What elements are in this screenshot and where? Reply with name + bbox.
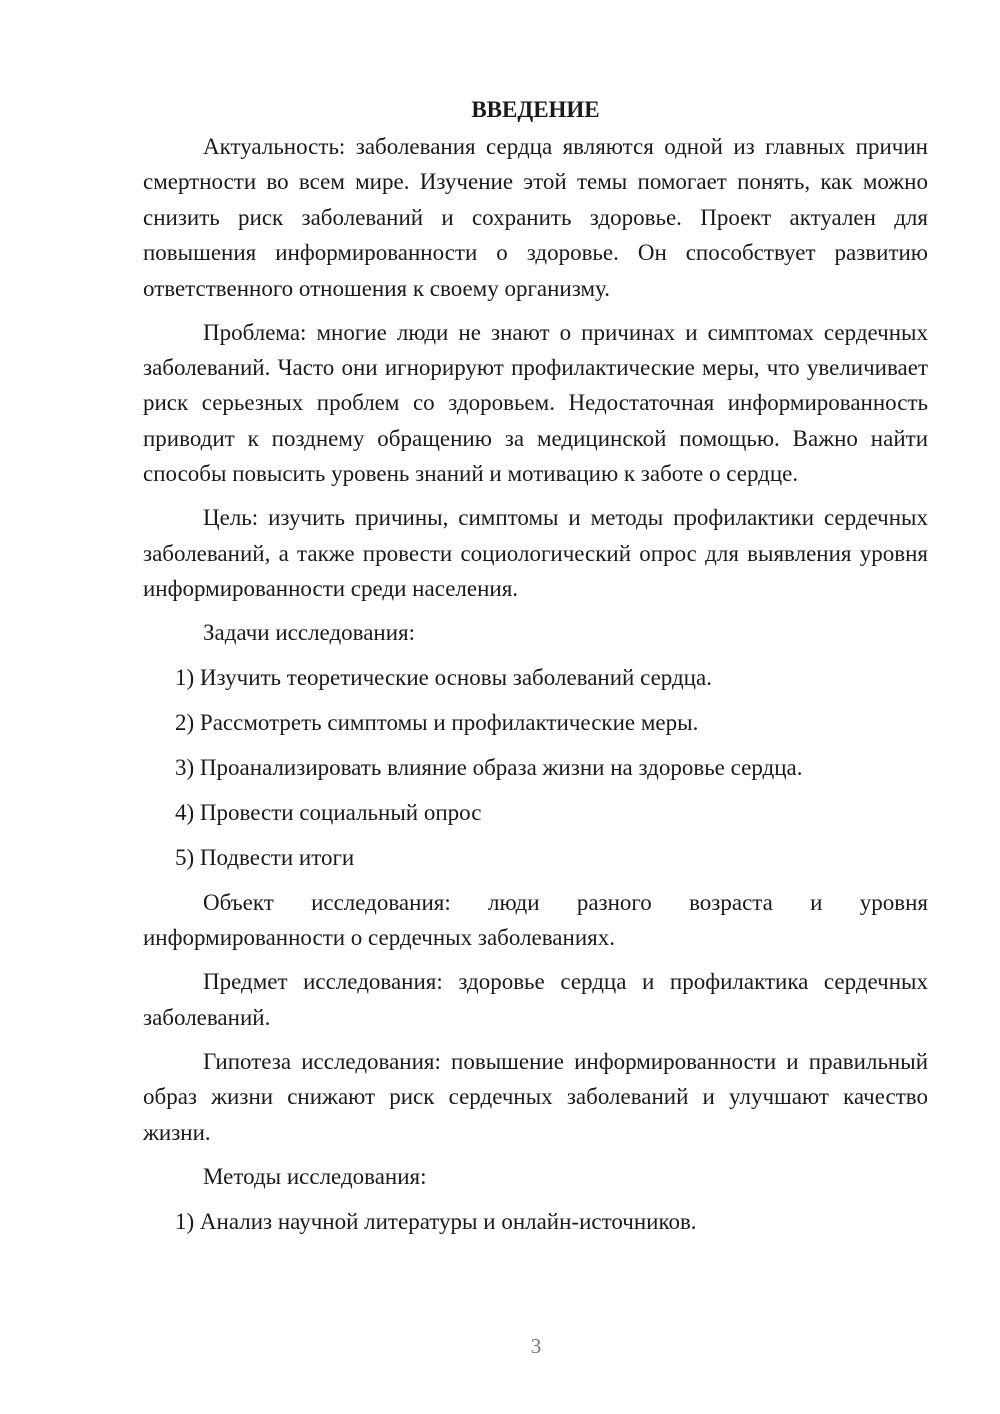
page-number: 3 (530, 1334, 542, 1358)
list-item: 1) Анализ научной литературы и онлайн-источников. (175, 1208, 697, 1234)
paragraph-relevance: Актуальность: заболевания сердца являются одной из главных причин смертности во всем мире. Изучение этой темы помогает понять, как можно снизить риск заболеваний и сохранить здоровье. Проект актуален для повышения информированности о здоровье. Он способствует развитию ответственного отношения к своему организму. (143, 134, 928, 301)
section-heading: ВВЕДЕНИЕ (471, 97, 600, 122)
methods-list (143, 1204, 928, 1239)
paragraph-problem: Проблема: многие люди не знают о причинах и симптомах сердечных заболеваний. Часто они игнорируют профилактические меры, что увеличивает риск серьезных проблем со здоровьем. Недостаточная информированность приводит к позднему обращению за медицинской помощью. Важно найти способы повысить уровень знаний и мотивацию к заботе о сердце. (143, 319, 928, 487)
list-item: 1) Изучить теоретические основы заболеваний сердца. (175, 665, 712, 691)
paragraph-hypothesis: Гипотеза исследования: повышение информированности и правильный образ жизни снижают риск сердечных заболеваний и улучшают качество жизни. (143, 1048, 928, 1145)
list-item: 2) Рассмотреть симптомы и профилактические меры. (175, 710, 699, 736)
page-content (143, 92, 928, 1249)
paragraph-object: Объект исследования: люди разного возраста и уровня информированности о сердечных заболеваниях. (143, 890, 928, 951)
list-item: 4) Провести социальный опрос (175, 800, 482, 826)
list-item: 5) Подвести итоги (175, 845, 355, 871)
list-item: 3) Проанализировать влияние образа жизни на здоровье сердца. (175, 755, 803, 781)
tasks-heading: Задачи исследования: (203, 620, 416, 646)
tasks-list (143, 660, 928, 875)
methods-heading: Методы исследования: (203, 1163, 427, 1189)
paragraph-goal: Цель: изучить причины, симптомы и методы профилактики сердечных заболеваний, а также провести социологический опрос для выявления уровня информированности среди населения. (143, 505, 928, 602)
paragraph-subject: Предмет исследования: здоровье сердца и профилактика сердечных заболеваний. (143, 969, 928, 1030)
